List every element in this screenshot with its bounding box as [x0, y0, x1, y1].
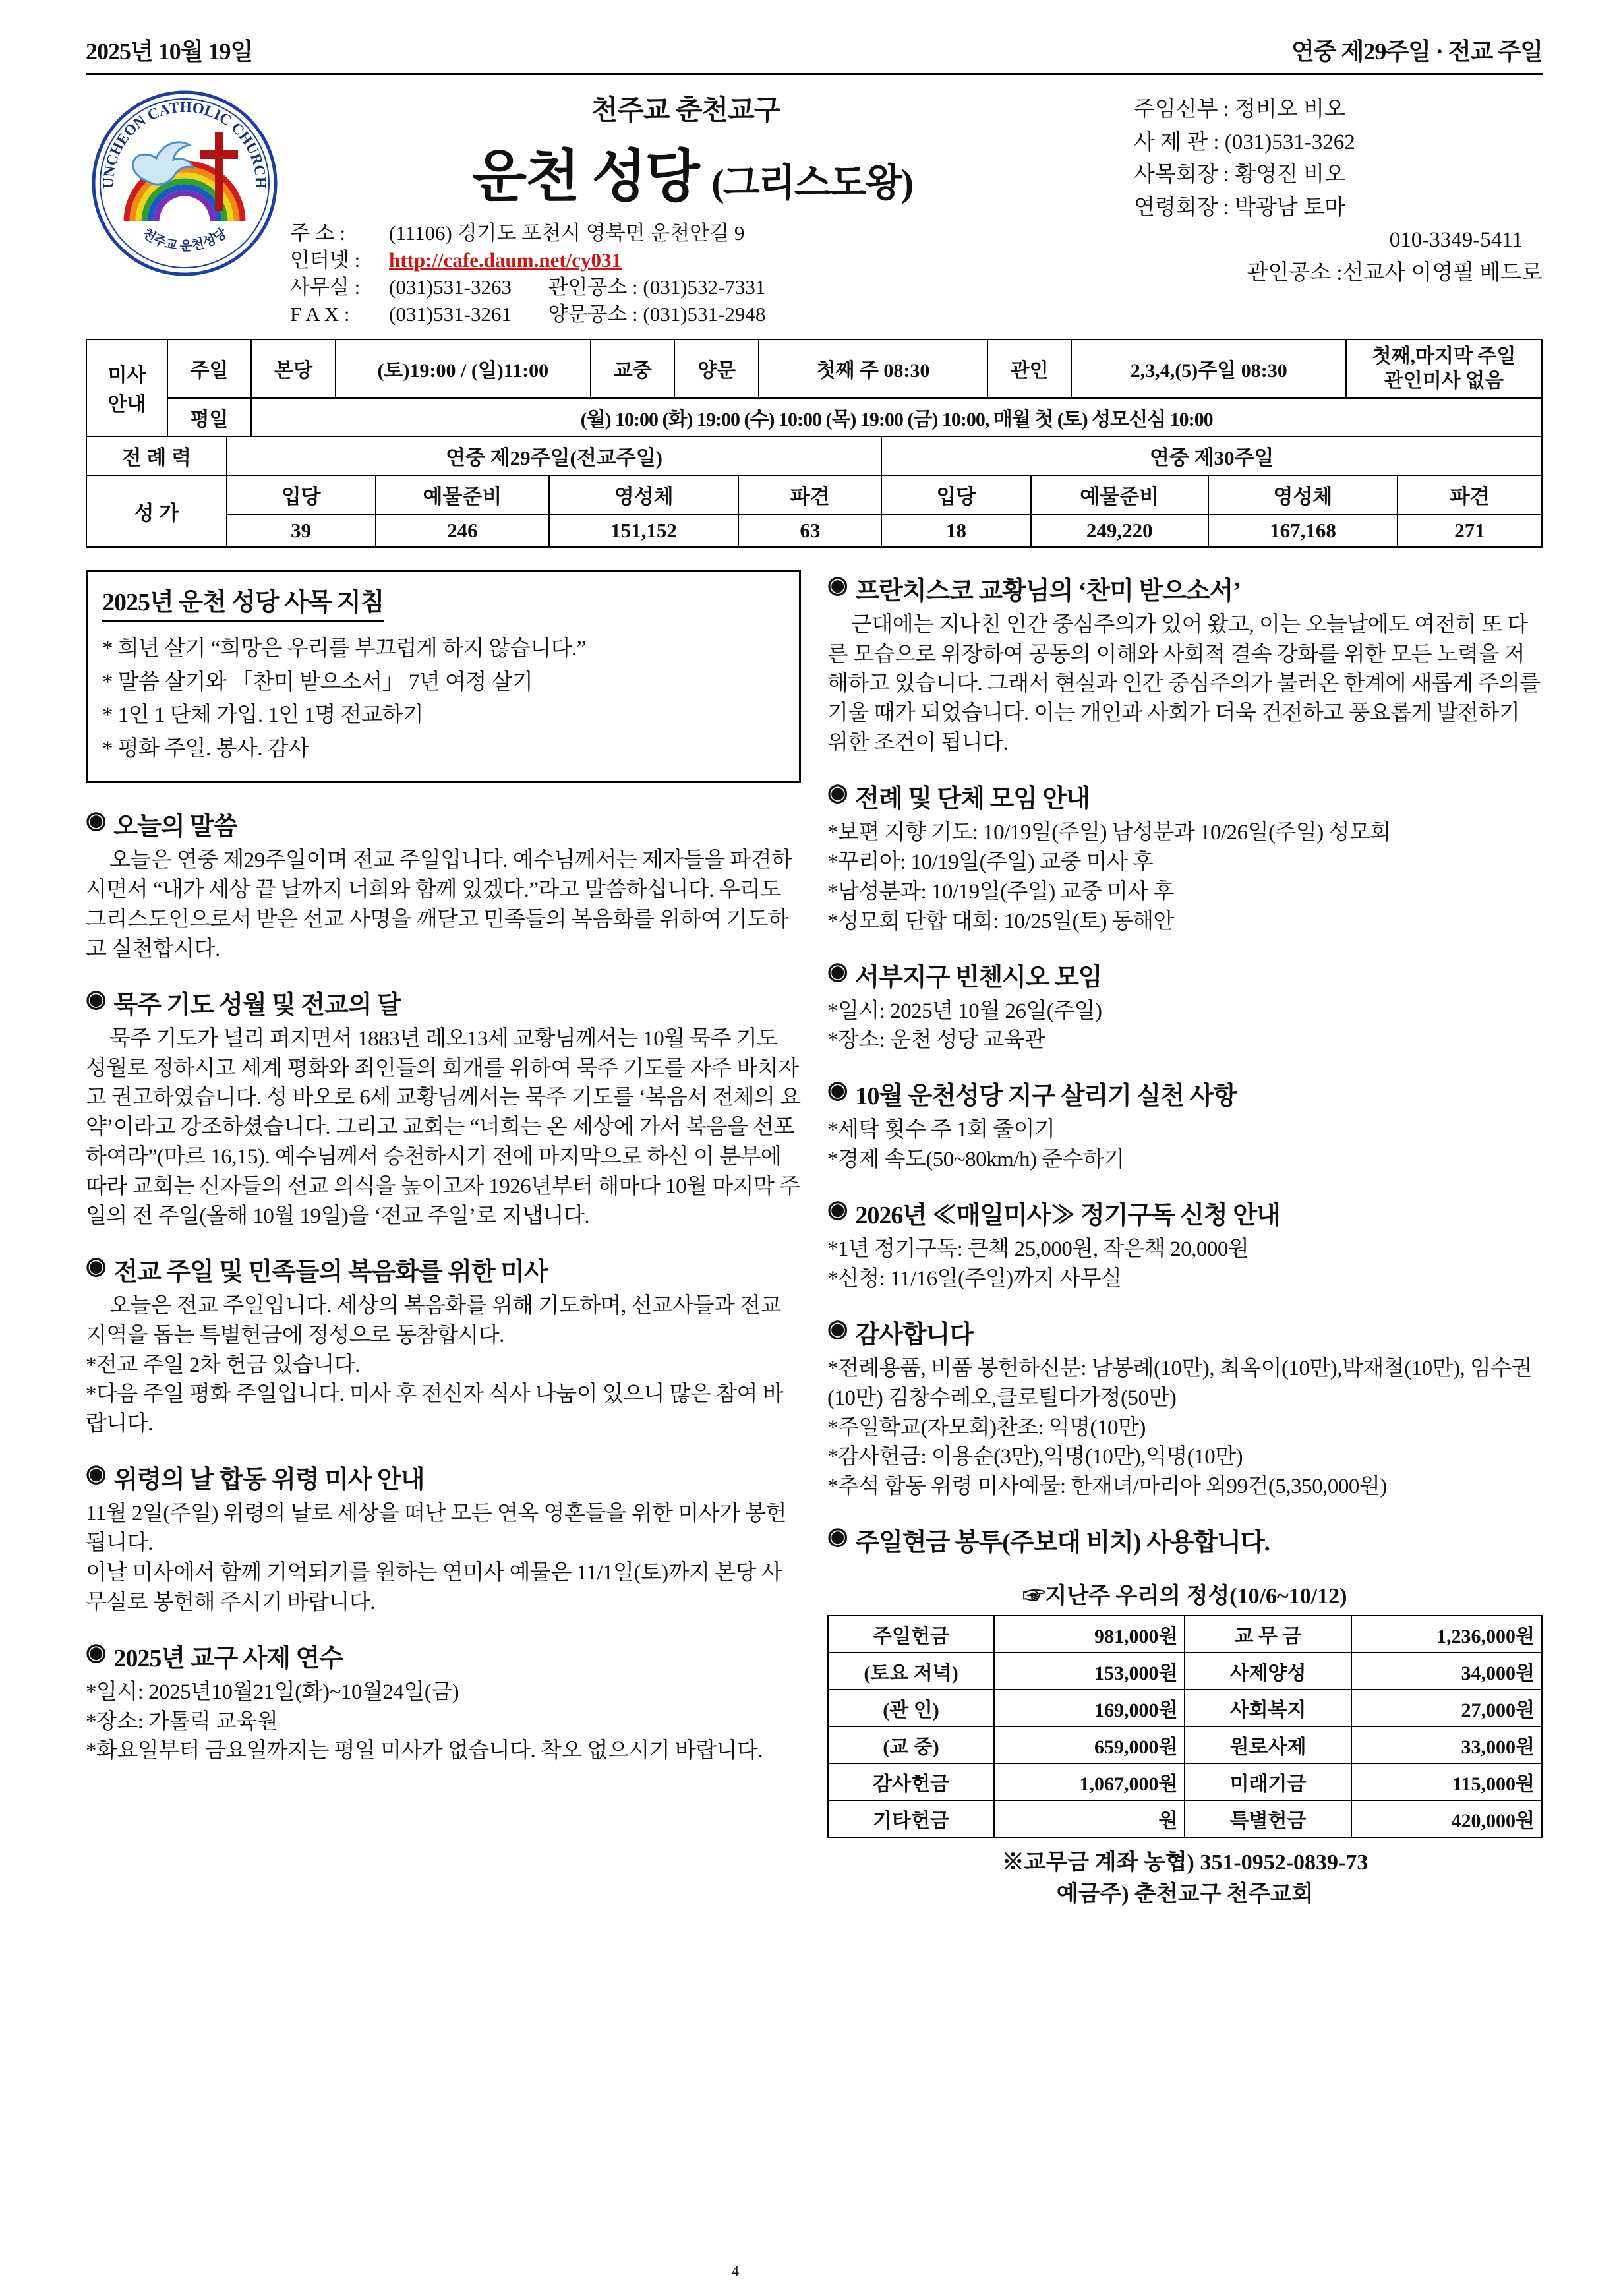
right-column [827, 570, 1543, 1910]
section-todays-word [86, 806, 801, 964]
bullet-icon: ◉ [86, 807, 106, 834]
section-line: 이날 미사에서 함께 기억되기를 원하는 연미사 예물은 11/1일(토)까지 본당 사무실로 봉헌해 주시기 바랍니다. [86, 1560, 782, 1614]
donation-value: 981,000원 [994, 1616, 1185, 1653]
bullet-icon: ◉ [827, 957, 848, 984]
table-row [828, 1616, 1542, 1653]
section-title: 전교 주일 및 민족들의 복음화를 위한 미사 [113, 1258, 548, 1286]
guideline-item: * 평화 주일. 봉사. 감사 [102, 737, 309, 761]
section-thanks [827, 1314, 1543, 1502]
parish-logo [86, 84, 283, 282]
mass-info-label: 미사 안내 [86, 339, 167, 436]
section-title: 묵주 기도 성월 및 전교의 달 [113, 991, 401, 1019]
donation-table [827, 1615, 1543, 1838]
liturgy-label: 전 례 력 [86, 436, 227, 475]
mass-schedule-table [86, 339, 1543, 437]
donation-key: (토요 저녁) [828, 1653, 994, 1690]
bullet-icon: ◉ [86, 985, 106, 1012]
section-body: 오늘은 전교 주일입니다. 세상의 복음화를 위해 기도하며, 선교사들과 전교 지역을 돕는 특별헌금에 정성으로 동참합시다. [86, 1293, 781, 1347]
staff-yeonryeong-head: 연령회장 : 박광남 토마 [1134, 195, 1345, 220]
table-row [828, 1763, 1542, 1800]
donation-key: 주일헌금 [828, 1616, 994, 1653]
bondang-time: (토)19:00 / (일)11:00 [336, 339, 591, 398]
staff-council-head: 사목회장 : 황영진 비오 [1134, 163, 1345, 187]
hymn-next-dismissal: 271 [1398, 514, 1542, 547]
donation-value: 34,000원 [1351, 1653, 1542, 1690]
section-line: *장소: 운천 성당 교육관 [827, 1028, 1045, 1053]
gwanin-label: 관인 [987, 339, 1072, 398]
donation-key: (관 인) [828, 1690, 994, 1726]
section-line: *감사헌금: 이용순(3만),익명(10만),익명(10만) [827, 1445, 1243, 1469]
fax-label: F A X : [290, 302, 350, 326]
gwanin-missionary: 관인공소 :선교사 이영필 베드로 [1247, 260, 1543, 285]
section-line: *경제 속도(50~80km/h) 준수하기 [827, 1148, 1125, 1172]
donation-value: 115,000원 [1351, 1763, 1542, 1800]
section-line: *보편 지향 기도: 10/19일(주일) 남성분과 10/26일(주일) 성모회 [827, 821, 1391, 844]
yangmun-office-label: 양문공소 : [548, 302, 638, 326]
section-body: 묵주 기도가 널리 퍼지면서 1883년 레오13세 교황님께서는 10월 묵주 기도 성월로 정하시고 세계 평화와 죄인들의 회개를 위하여 묵주 기도를 자주 바치자고 권고하였습니다. 성 바오로 6세 교황님께서는 묵주 기도를 ‘복음서 전체의 요약’이라고 강조하셨습니다. 그리고 교회는 “너희는 온 세상에 가서 복음을 선포하여라”(마르 16,15). 예수님께서 승천하시기 전에 마지막으로 하신 이 분부에 따라 교회는 신자들의 선교 의식을 높이고자 1926년부터 해마다 10월 마지막 주일의 전 주일(올해 10월 19일)을 ‘전교 주일’로 지냅니다. [86, 1026, 801, 1228]
parish-name-sub: (그리스도왕) [711, 162, 913, 204]
hymn-next-entrance: 18 [881, 514, 1030, 547]
section-title: 주일현금 봉투(주보대 비치) 사용합니다. [855, 1529, 1270, 1557]
bullet-icon: ◉ [827, 1314, 848, 1341]
section-title: 2026년 ≪매일미사≫ 정기구독 신청 안내 [855, 1202, 1280, 1229]
hymn-this-offertory: 246 [376, 514, 549, 547]
section-daily-missal-subscription [827, 1194, 1543, 1294]
guideline-item: * 1인 1 단체 가입. 1인 1명 전교하기 [102, 703, 424, 728]
section-title: 서부지구 빈첸시오 모임 [855, 963, 1102, 991]
donation-value: 1,067,000원 [994, 1763, 1185, 1800]
next-week-title: 연중 제30주일 [881, 436, 1542, 475]
svg-text:천주교 운천성당: 천주교 운천성당 [140, 226, 229, 254]
donation-key: 교 무 금 [1185, 1616, 1351, 1653]
donation-key: 특별헌금 [1185, 1800, 1351, 1837]
donation-value: 420,000원 [1351, 1800, 1542, 1837]
section-line: *장소: 가톨릭 교육원 [86, 1709, 278, 1734]
donation-value: 1,236,000원 [1351, 1616, 1542, 1653]
hymn-next-communion: 167,168 [1208, 514, 1398, 547]
section-line: *1년 정기구독: 큰책 25,000원, 작은책 20,000원 [827, 1237, 1249, 1261]
hymn-this-dismissal: 63 [738, 514, 881, 547]
section-mission-sunday-mass [86, 1251, 801, 1439]
donation-value: 169,000원 [994, 1690, 1185, 1726]
donation-key: 미래기금 [1185, 1763, 1351, 1800]
donation-value: 659,000원 [994, 1726, 1185, 1763]
internet-label: 인터넷 : [290, 248, 361, 272]
donation-value: 27,000원 [1351, 1690, 1542, 1726]
hymn-this-communion: 151,152 [549, 514, 738, 547]
section-line: *전교 주일 2차 헌금 있습니다. [86, 1353, 360, 1377]
yangmun-label: 양문 [674, 339, 759, 398]
diocese-name: 천주교 춘천교구 [591, 96, 780, 126]
pastoral-guideline-title: 2025년 운천 성당 사목 지침 [102, 581, 384, 622]
section-rosary-month [86, 984, 801, 1231]
section-all-souls-mass [86, 1459, 801, 1618]
bullet-icon: ◉ [86, 1460, 106, 1487]
donation-value: 원 [994, 1800, 1185, 1837]
section-line: *추석 합동 위령 미사예물: 한재녀/마리아 외99건(5,350,000원) [827, 1475, 1387, 1499]
gyojung-label: 교중 [591, 339, 675, 398]
section-line: *일시: 2025년10월21일(화)~10월24일(금) [86, 1680, 459, 1704]
table-row [828, 1690, 1542, 1726]
header-line [86, 33, 1543, 73]
bullet-icon: ◉ [86, 1638, 106, 1665]
parish-name [250, 131, 1134, 212]
office-label: 사무실 : [290, 275, 361, 299]
address-value: (11106) 경기도 포천시 영북면 운천안길 9 [389, 221, 745, 245]
hymn-label: 성 가 [86, 475, 227, 547]
gwanin-office-phone: (031)532-7331 [643, 275, 766, 299]
donation-key: (교 중) [828, 1726, 994, 1763]
donation-key: 원로사제 [1185, 1726, 1351, 1763]
mass-note: 첫째,마지막 주일 관인미사 없음 [1346, 339, 1542, 398]
section-group-meetings [827, 778, 1543, 937]
table-row [828, 1800, 1542, 1837]
hymn-col-dismissal: 파견 [738, 475, 881, 514]
table-row [828, 1653, 1542, 1690]
bullet-icon: ◉ [827, 1523, 848, 1550]
website-link[interactable]: http://cafe.daum.net/cy031 [389, 248, 622, 272]
bullet-icon: ◉ [827, 779, 848, 806]
hymn-next-offertory: 249,220 [1031, 514, 1208, 547]
section-line: *세탁 횟수 주 1회 줄이기 [827, 1118, 1055, 1142]
issue-date: 2025년 10월 19일 [86, 38, 253, 65]
parish-name-main: 운천 성당 [471, 145, 699, 208]
bank-account-line-2: 예금주) 춘천교구 천주교회 [1056, 1881, 1314, 1906]
sunday-label: 주일 [167, 339, 252, 398]
table-row [828, 1726, 1542, 1763]
hymn-this-entrance: 39 [227, 514, 376, 547]
staff-rectory: 사 제 관 : (031)531-3262 [1134, 130, 1355, 154]
donation-key: 기타헌금 [828, 1800, 994, 1837]
bullet-icon: ◉ [827, 571, 848, 598]
masthead-center [283, 84, 1134, 328]
office-phone: (031)531-3263 [389, 275, 512, 299]
section-line: *화요일부터 금요일까지는 평일 미사가 없습니다. 착오 없으시기 바랍니다. [86, 1739, 763, 1763]
section-body: 오늘은 연중 제29주일이며 전교 주일입니다. 예수님께서는 제자들을 파견하시면서 “내가 세상 끝 날까지 너희와 함께 있겠다.”라고 말씀하십니다. 우리도 그리스도인으로서 받은 선교 사명을 깨닫고 민족들의 복음화를 위하여 기도하고 실천합시다. [86, 848, 792, 961]
this-week-title: 연중 제29주일(전교주일) [227, 436, 882, 475]
hymn-table [86, 436, 1543, 548]
staff-block [1134, 84, 1543, 289]
staff-mobile: 010-3349-5411 [1389, 228, 1523, 252]
hymn-col-communion: 영성체 [549, 475, 738, 514]
section-line: *다음 주일 평화 주일입니다. 미사 후 전신자 식사 나눔이 있으니 많은 참여 바랍니다. [86, 1382, 784, 1436]
hymn-col-entrance-next: 입당 [881, 475, 1030, 514]
bullet-icon: ◉ [827, 1076, 848, 1104]
liturgical-sunday: 연중 제29주일 · 전교 주일 [1291, 38, 1543, 65]
section-line: *신청: 11/16일(주일)까지 사무실 [827, 1266, 1122, 1291]
contact-block [290, 220, 1134, 328]
bank-account-line-1: ※교무금 계좌 농협) 351-0952-0839-73 [1001, 1850, 1369, 1875]
yangmun-office-phone: (031)531-2948 [643, 302, 766, 326]
donation-value: 153,000원 [994, 1653, 1185, 1690]
section-vincent-meeting [827, 957, 1543, 1056]
bullet-icon: ◉ [827, 1196, 848, 1222]
gwanin-time: 2,3,4,(5)주일 08:30 [1071, 339, 1346, 398]
guideline-item: * 희년 살기 “희망은 우리를 부끄럽게 하지 않습니다.” [102, 636, 586, 661]
yangmun-time: 첫째 주 08:30 [759, 339, 987, 398]
guideline-item: * 말씀 살기와 「찬미 받으소서」 7년 여정 살기 [102, 670, 533, 694]
hymn-col-communion-next: 영성체 [1208, 475, 1398, 514]
section-title: 감사합니다 [855, 1320, 973, 1349]
hymn-col-dismissal-next: 파견 [1398, 475, 1542, 514]
bulletin-body [86, 570, 1543, 1910]
donation-key: 사제양성 [1185, 1653, 1351, 1690]
section-offering-envelope [827, 1521, 1543, 1558]
section-title: 10월 운천성당 지구 살리기 실천 사항 [855, 1082, 1237, 1111]
section-priest-training [86, 1637, 801, 1767]
section-line: *일시: 2025년 10월 26일(주일) [827, 999, 1102, 1023]
address-label: 주 소 : [290, 221, 346, 245]
section-line: *전례용품, 비품 봉헌하신분: 남봉례(10만), 최옥이(10만),박재철(10만), 임수권(10만) 김창수레오,클로틸다가정(50만) [827, 1356, 1533, 1410]
section-line: *남성분과: 10/19일(주일) 교중 미사 후 [827, 879, 1174, 904]
staff-pastor: 주임신부 : 정비오 비오 [1134, 98, 1345, 121]
hymn-col-entrance: 입당 [227, 475, 376, 514]
donation-key: 감사헌금 [828, 1763, 994, 1800]
weekday-times: (월) 10:00 (화) 19:00 (수) 10:00 (목) 19:00 (금) 10:00, 매월 첫 (토) 성모신심 10:00 [251, 398, 1542, 436]
donation-value: 33,000원 [1351, 1726, 1542, 1763]
svg-text:UNCHEON CATHOLIC CHURCH: UNCHEON CATHOLIC CHURCH [100, 98, 270, 189]
section-line: *꾸리아: 10/19일(주일) 교중 미사 후 [827, 850, 1154, 874]
hymn-col-offertory-next: 예물준비 [1031, 475, 1208, 514]
section-line: *주일학교(자모회)찬조: 익명(10만) [827, 1415, 1146, 1440]
pastoral-guideline-box [86, 570, 801, 784]
donation-title: ☞지난주 우리의 정성(10/6~10/12) [1022, 1584, 1347, 1609]
hymn-col-offertory: 예물준비 [376, 475, 549, 514]
weekday-label: 평일 [167, 398, 252, 436]
section-line: *성모회 단합 대회: 10/25일(토) 동해안 [827, 909, 1174, 933]
section-title: 위령의 날 합동 위령 미사 안내 [113, 1466, 425, 1494]
fax-value: (031)531-3261 [389, 302, 512, 326]
bondang-label: 본당 [251, 339, 336, 398]
left-column [86, 570, 801, 1910]
section-laudato-si [827, 570, 1543, 758]
section-title: 2025년 교구 사제 연수 [113, 1644, 343, 1672]
page-number: 4 [732, 2262, 739, 2279]
section-title: 전례 및 단체 모임 안내 [855, 785, 1090, 813]
gwanin-office-label: 관인공소 : [548, 275, 638, 299]
section-body: 근대에는 지나친 인간 중심주의가 있어 왔고, 이는 오늘날에도 여전히 또 다른 모습으로 위장하여 공동의 이해와 사회적 결속 강화를 위한 모든 노력을 저해하고 있습니다. 그래서 현실과 인간 중심주의가 불러온 한계에 새롭게 주의를 기울 때가 되었습니다. 이는 개인과 사회가 더욱 건전하고 풍요롭게 발전하기 위한 조건이 됩니다. [827, 612, 1541, 755]
section-line: 11월 2일(주일) 위령의 날로 세상을 떠난 모든 연옥 영혼들을 위한 미사가 봉헌됩니다. [86, 1502, 786, 1555]
donation-key: 사회복지 [1185, 1690, 1351, 1726]
section-title: 오늘의 말씀 [113, 813, 237, 841]
bullet-icon: ◉ [86, 1252, 106, 1279]
masthead [86, 75, 1543, 328]
section-earth-care [827, 1075, 1543, 1175]
section-title: 프란치스코 교황님의 ‘찬미 받으소서’ [855, 577, 1241, 605]
